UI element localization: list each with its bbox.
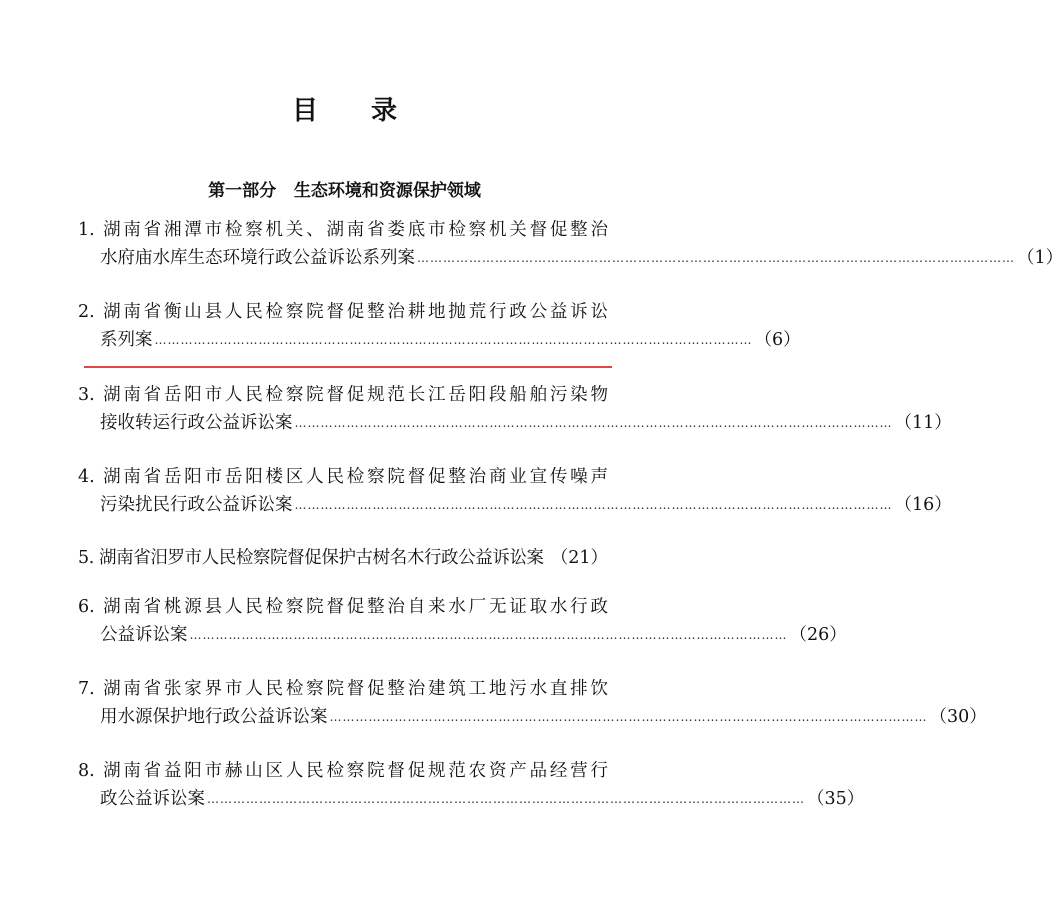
toc-entry-2-line1: 2. 湖南省衡山县人民检察院督促整治耕地抛荒行政公益诉讼 bbox=[78, 302, 608, 322]
toc-entry-1-line2 bbox=[78, 244, 1063, 272]
leader-dots: ………………………………………………………………………………………………………………………… bbox=[329, 710, 928, 724]
toc-entry-6-line2-text: 公益诉讼案 bbox=[100, 625, 188, 645]
toc-entry-1-line2-text: 水府庙水库生态环境行政公益诉讼系列案 bbox=[100, 248, 415, 268]
section-heading: 第一部分 生态环境和资源保护领域 bbox=[208, 181, 481, 201]
toc-entry-6-line1: 6. 湖南省桃源县人民检察院督促整治自来水厂无证取水行政 bbox=[78, 597, 608, 617]
toc-entry-4-page: （16） bbox=[894, 495, 952, 515]
leader-dots: ………………………………………………………………………………………………………………………… bbox=[154, 333, 753, 347]
toc-entry-2-line2-text: 系列案 bbox=[100, 330, 153, 350]
toc-entry-7-page: （30） bbox=[929, 707, 987, 727]
toc-entry-2[interactable] bbox=[78, 298, 801, 354]
leader-dots: ………………………………………………………………………………………………………………………… bbox=[294, 416, 893, 430]
leader-dots: ………………………………………………………………………………………………………………………… bbox=[207, 792, 805, 806]
toc-entry-7-line2-text: 用水源保护地行政公益诉讼案 bbox=[100, 707, 328, 727]
toc-title: 目 录 bbox=[291, 96, 420, 126]
toc-entry-3-line2-text: 接收转运行政公益诉讼案 bbox=[100, 413, 293, 433]
toc-entry-7-line2 bbox=[78, 703, 987, 731]
toc-entry-8[interactable] bbox=[78, 757, 865, 813]
toc-entry-5-line1 bbox=[78, 544, 608, 572]
toc-entry-5-text: 5. 湖南省汨罗市人民检察院督促保护古树名木行政公益诉讼案 bbox=[78, 548, 544, 568]
toc-entry-4[interactable] bbox=[78, 463, 952, 519]
toc-entry-5[interactable] bbox=[78, 544, 608, 572]
toc-entry-3[interactable] bbox=[78, 381, 952, 437]
toc-entry-1[interactable] bbox=[78, 216, 1063, 272]
toc-entry-7[interactable] bbox=[78, 675, 987, 731]
toc-entry-1-page: （1） bbox=[1017, 248, 1063, 268]
leader-dots: ………………………………………………………………………………………………………………………… bbox=[417, 251, 1015, 265]
toc-entry-8-line1: 8. 湖南省益阳市赫山区人民检察院督促规范农资产品经营行 bbox=[78, 761, 608, 781]
toc-entry-4-line2 bbox=[78, 491, 952, 519]
toc-entry-5-page: （21） bbox=[550, 548, 608, 568]
toc-entry-8-page: （35） bbox=[807, 789, 865, 809]
leader-dots: ………………………………………………………………………………………………………………………… bbox=[189, 628, 788, 642]
toc-entry-6-page: （26） bbox=[789, 625, 847, 645]
toc-entry-8-line2 bbox=[78, 785, 865, 813]
toc-entry-4-line2-text: 污染扰民行政公益诉讼案 bbox=[100, 495, 293, 515]
toc-entry-8-line2-text: 政公益诉讼案 bbox=[100, 789, 205, 809]
toc-entry-4-line1: 4. 湖南省岳阳市岳阳楼区人民检察院督促整治商业宣传噪声 bbox=[78, 467, 608, 487]
toc-entry-2-line2 bbox=[78, 326, 801, 354]
toc-entry-1-line1: 1. 湖南省湘潭市检察机关、湖南省娄底市检察机关督促整治 bbox=[78, 220, 608, 240]
toc-entry-6-line2 bbox=[78, 621, 847, 649]
toc-entry-2-page: （6） bbox=[754, 330, 801, 350]
toc-entry-3-page: （11） bbox=[894, 413, 952, 433]
red-underline bbox=[84, 366, 612, 368]
toc-entry-7-line1: 7. 湖南省张家界市人民检察院督促整治建筑工地污水直排饮 bbox=[78, 679, 608, 699]
toc-entry-3-line1: 3. 湖南省岳阳市人民检察院督促规范长江岳阳段船舶污染物 bbox=[78, 385, 608, 405]
toc-entry-6[interactable] bbox=[78, 593, 847, 649]
toc-entry-3-line2 bbox=[78, 409, 952, 437]
leader-dots: ………………………………………………………………………………………………………………………… bbox=[294, 498, 893, 512]
